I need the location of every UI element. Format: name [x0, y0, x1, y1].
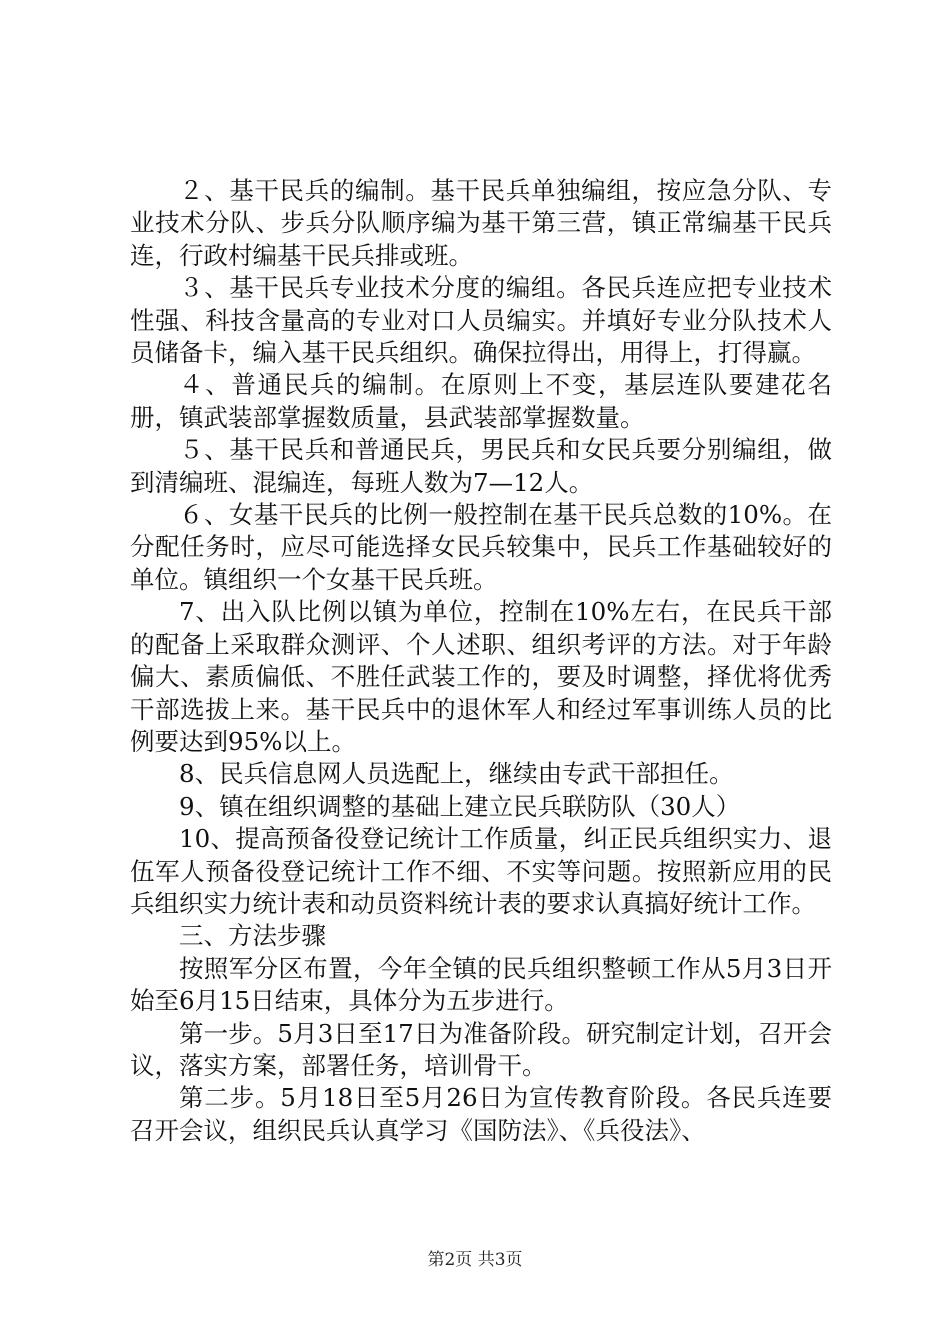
paragraph-step-two: 第二步。5月18日至5月26日为宣传教育阶段。各民兵连要召开会议，组织民兵认真学习《国防法》、《兵役法》、	[130, 1083, 832, 1145]
section-heading-methods: 三、方法步骤	[179, 921, 326, 951]
page-footer: 第2页 共3页	[427, 1250, 523, 1270]
paragraph-item-6: ６、女基干民兵的比例一般控制在基干民兵总数的10%。在分配任务时，应尽可能选择女民兵较集中，民兵工作基础较好的单位。镇组织一个女基干民兵班。	[130, 500, 832, 594]
paragraph-item-7: 7、出入队比例以镇为单位，控制在10%左右，在民兵干部的配备上采取群众测评、个人述职、组织考评的方法。对于年龄偏大、素质偏低、不胜任武装工作的，要及时调整，择优将优秀干部选拔上来。基干民兵中的退休军人和经过军事训练人员的比例要达到95%以上。	[130, 597, 832, 756]
document-body	[130, 175, 832, 1147]
paragraph-item-4: ４、普通民兵的编制。在原则上不变，基层连队要建花名册，镇武装部掌握数质量，县武装部掌握数量。	[130, 370, 832, 432]
paragraph-item-5: ５、基干民兵和普通民兵，男民兵和女民兵要分别编组，做到清编班、混编连，每班人数为7—12人。	[130, 435, 832, 497]
paragraph-item-3: ３、基干民兵专业技术分度的编组。各民兵连应把专业技术性强、科技含量高的专业对口人员编实。并填好专业分队技术人员储备卡，编入基干民兵组织。确保拉得出，用得上，打得赢。	[130, 273, 832, 368]
paragraph-item-10: 10、提高预备役登记统计工作质量，纠正民兵组织实力、退伍军人预备役登记统计工作不细、不实等问题。按照新应用的民兵组织实力统计表和动员资料统计表的要求认真搞好统计工作。	[130, 824, 832, 918]
paragraph-item-8: 8、民兵信息网人员选配上，继续由专武干部担任。	[179, 759, 734, 789]
paragraph-step-one: 第一步。5月3日至17日为准备阶段。研究制定计划，召开会议，落实方案，部署任务，培训骨干。	[130, 1018, 832, 1080]
paragraph-methods-intro: 按照军分区布置，今年全镇的民兵组织整顿工作从5月3日开始至6月15日结束，具体分为五步进行。	[130, 953, 832, 1016]
paragraph-item-2: ２、基干民兵的编制。基干民兵单独编组，按应急分队、专业技术分队、步兵分队顺序编为基干第三营，镇正常编基干民兵连，行政村编基干民兵排或班。	[130, 176, 832, 270]
paragraph-item-9: 9、镇在组织调整的基础上建立民兵联防队（30人）	[179, 791, 741, 821]
